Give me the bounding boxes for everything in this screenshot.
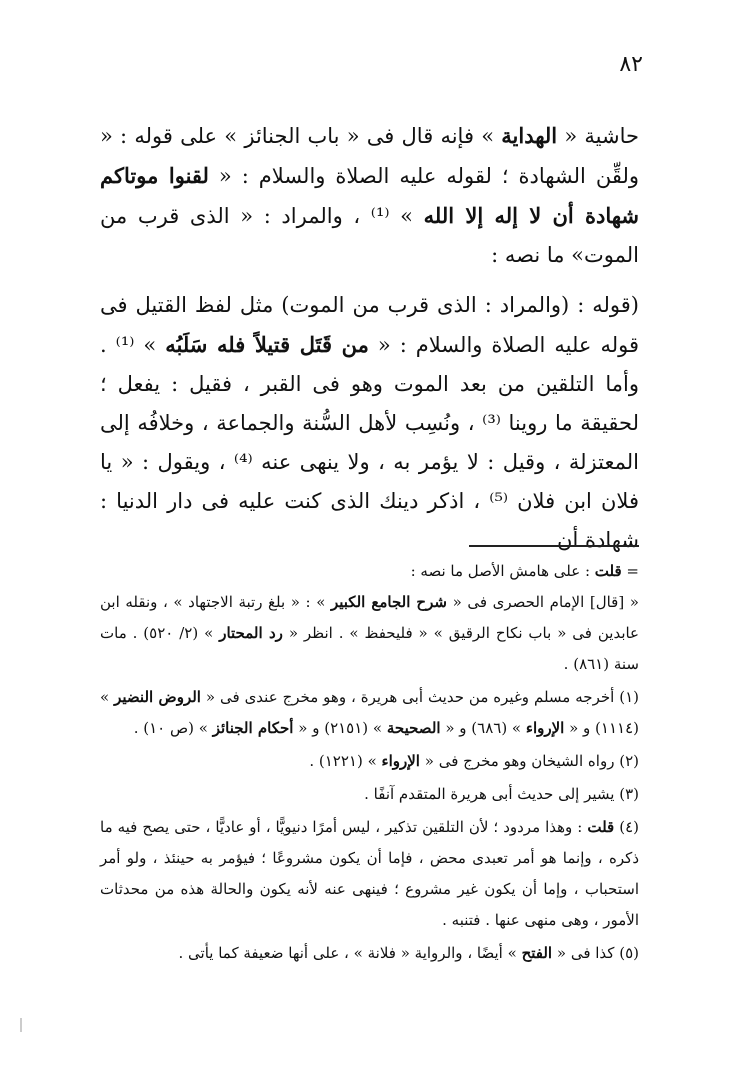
bold-run: الصحيحة [386, 719, 441, 737]
bold-run: أحكام الجنائز [212, 719, 294, 737]
bold-run: الهداية [501, 123, 558, 148]
text-run: (٣) يشير إلى حديث أبى هريرة المتقدم آنفًا . [364, 785, 639, 803]
text-run: حاشية « [557, 124, 639, 148]
bold-run: قلت [594, 562, 622, 580]
bold-run: الروض النضير [114, 688, 201, 706]
text-run: » (٢١٥١) و « [293, 719, 387, 737]
text-run: (٤) [614, 818, 640, 836]
text-run: « [قال] الإمام الحصرى فى « [446, 593, 639, 611]
footnotes [100, 556, 639, 969]
footnote-separator [469, 545, 639, 547]
bold-run: من قَتَل قتيلاً فله سَلَبُه [165, 332, 369, 357]
page-number: ٨٢ [619, 52, 643, 77]
text-run: » ⁽¹⁾ . وأما التلقين من بعد الموت وهو فى القبر ، فقيل : يفعل ؛ لحقيقة ما روينا ⁽³⁾ ، ونُسِب لأهل السُّنة والجماعة ، وخلافُه إلى المعتزلة ، وقيل : لا يؤمر به ، ولا ينهى عنه ⁽⁴⁾ ، ويقول : « يا فلان ابن فلان ⁽⁵⁾ ، اذكر دينك الذى كنت عليه فى دار الدنيا : شهادة أن [100, 333, 639, 552]
bold-run: الإرواء [525, 719, 565, 737]
text-run: » (ص ١٠) . [133, 719, 213, 737]
scan-edge-mark [20, 1018, 22, 1032]
footnote-4 [100, 812, 639, 936]
text-run: » (١٢٢١) . [309, 752, 382, 770]
text-run: » (١١١٤) و « [100, 688, 639, 737]
footnote-continuation [100, 556, 639, 680]
text-run: = [621, 562, 639, 580]
text-run: » ⁽¹⁾ ، والمراد : « الذى قرب من الموت» ما نصه : [100, 204, 639, 267]
footnote-1 [100, 682, 639, 744]
text-run: (٥) كذا فى « [552, 944, 639, 962]
text-run: (قوله : (والمراد : الذى قرب من الموت) مثل لفظ القتيل فى قوله عليه الصلاة والسلام : « [100, 293, 639, 357]
footnote-5 [100, 938, 639, 969]
text-run: (٢) رواه الشيخان وهو مخرج فى « [419, 752, 639, 770]
text-run: » (٢/ ٥٢٠) . مات سنة (٨٦١) . [100, 624, 639, 673]
bold-run: شرح الجامع الكبير [330, 593, 447, 611]
bold-run: الإرواء [381, 752, 420, 770]
text-run: » فإنه قال فى « باب الجنائز » على قوله : « ولقِّن الشهادة ؛ لقوله عليه الصلاة والسلام : « [100, 124, 640, 188]
bold-run: الفتح [521, 944, 553, 962]
body-paragraph-2 [100, 286, 639, 560]
text-run: : وهذا مردود ؛ لأن التلقين تذكير ، ليس أمرًا دنيويًّا ، أو عاديًّا ، حتى يصح فيه ما ذكره ، وإنما هو أمر تعبدى محض ، فإما أن يكون مشروعًا ؛ فيؤمر به حينئذ ، ولو أمر استحباب ، وإما أن يكون غير مشروع ؛ فينهى عنه لأنه يكون والحالة هذه من محدثات الأمور ، وهى منهى عنها . فتنبه . [100, 818, 639, 929]
bold-run: قلت [587, 818, 615, 836]
bold-run: لقنوا موتاكم شهادة أن لا إله إلا الله [100, 163, 640, 228]
footnote-3 [100, 779, 639, 810]
text-run: » أيضًا ، والرواية « فلانة » ، على أنها ضعيفة كما يأتى . [178, 944, 522, 962]
text-run: » (٦٨٦) و « [440, 719, 526, 737]
text-run: » : « بلغ رتبة الاجتهاد » ، ونقله ابن عابدين فى « باب نكاح الرقيق » « فليحفظ » . انظر « [100, 593, 640, 642]
text-run: (١) أخرجه مسلم وغيره من حديث أبى هريرة ، وهو مخرج عندى فى « [200, 688, 639, 706]
body-paragraph-1 [100, 116, 639, 275]
text-run: : على هامش الأصل ما نصه : [410, 562, 595, 580]
bold-run: رد المحتار [219, 624, 283, 642]
footnote-2 [100, 746, 639, 777]
